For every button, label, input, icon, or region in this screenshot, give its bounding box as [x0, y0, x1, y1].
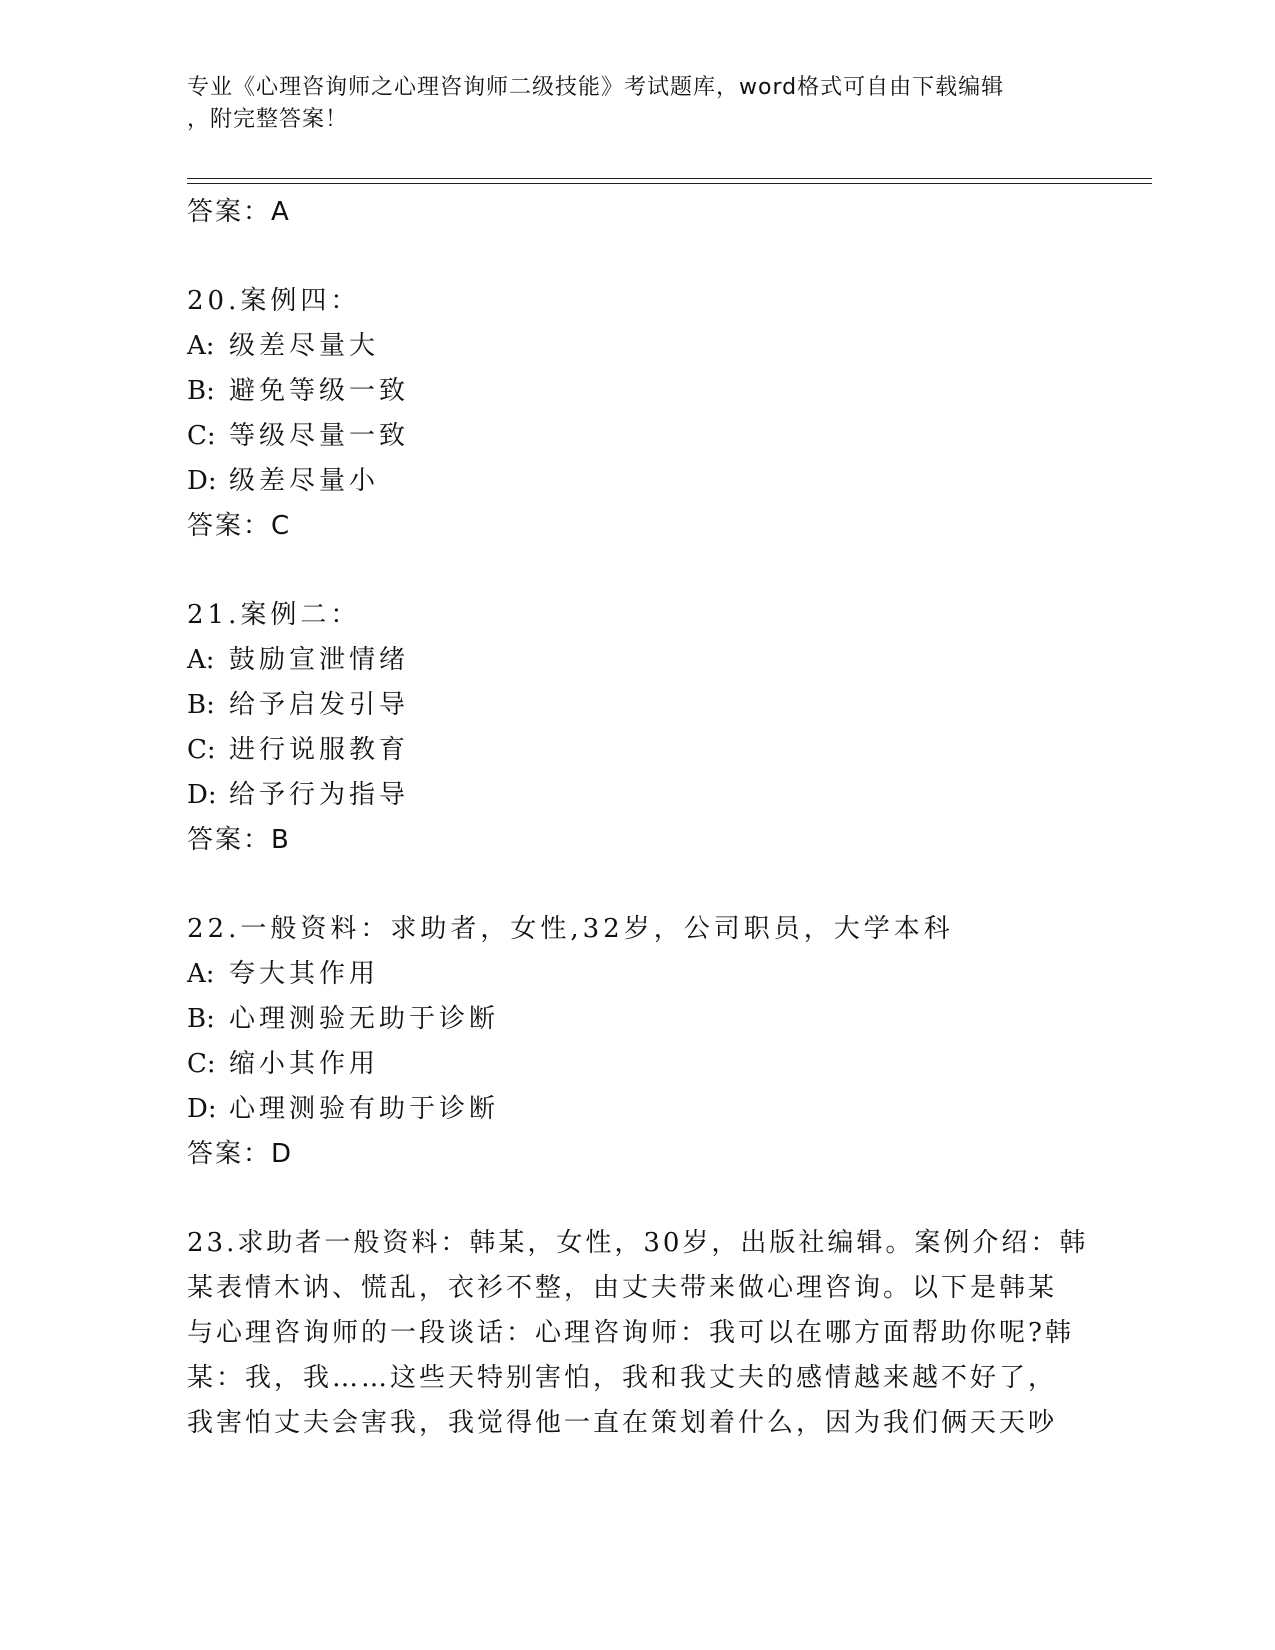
option-c — [187, 414, 1127, 459]
option-text: 级差尽量大 — [229, 331, 380, 361]
header-line-1: 专业《心理咨询师之心理咨询师二级技能》考试题库，word格式可自由下载编辑 — [187, 75, 1005, 100]
question-21 — [187, 593, 1127, 863]
question-23-line-4: 某：我，我……这些天特别害怕，我和我丈夫的感情越来越不好了， — [187, 1363, 1058, 1393]
option-c — [187, 728, 1127, 773]
question-title: 21.案例二： — [187, 600, 361, 630]
header-line-2: ，附完整答案！ — [187, 107, 349, 132]
answer-21: 答案：B — [187, 825, 291, 855]
option-b — [187, 997, 1127, 1042]
option-text: 给予行为指导 — [229, 780, 410, 810]
question-title: 20.案例四： — [187, 286, 361, 316]
option-label: C: — [187, 735, 216, 765]
option-label: A: — [187, 959, 215, 989]
option-label: C: — [187, 1049, 216, 1079]
header-rule-bottom — [187, 183, 1152, 184]
option-c — [187, 1042, 1127, 1087]
question-20 — [187, 279, 1127, 549]
option-text: 级差尽量小 — [229, 466, 380, 496]
option-d — [187, 1087, 1127, 1132]
answer-22: 答案：D — [187, 1139, 294, 1169]
spacer — [187, 235, 1127, 279]
option-label: B: — [187, 690, 215, 720]
option-b — [187, 369, 1127, 414]
answer-20: 答案：C — [187, 511, 292, 541]
document-body — [187, 190, 1127, 1446]
question-title: 22.一般资料：求助者，女性,32岁，公司职员，大学本科 — [187, 914, 954, 944]
spacer — [187, 1177, 1127, 1221]
option-label: C: — [187, 421, 216, 451]
document-header — [187, 72, 1087, 136]
option-text: 进行说服教育 — [229, 735, 410, 765]
option-text: 心理测验无助于诊断 — [229, 1004, 500, 1034]
option-text: 夸大其作用 — [229, 959, 380, 989]
option-label: A: — [187, 645, 215, 675]
question-23 — [187, 1221, 1127, 1446]
question-23-line-5: 我害怕丈夫会害我，我觉得他一直在策划着什么，因为我们俩天天吵 — [187, 1408, 1058, 1438]
option-label: D: — [187, 466, 217, 496]
question-23-line-3: 与心理咨询师的一段谈话：心理咨询师：我可以在哪方面帮助你呢?韩 — [187, 1318, 1074, 1348]
option-a — [187, 638, 1127, 683]
option-label: A: — [187, 331, 215, 361]
option-text: 鼓励宣泄情绪 — [229, 645, 410, 675]
option-d — [187, 773, 1127, 818]
option-text: 心理测验有助于诊断 — [229, 1094, 500, 1124]
option-label: D: — [187, 1094, 217, 1124]
option-label: B: — [187, 376, 215, 406]
spacer — [187, 549, 1127, 593]
answer-19: 答案：A — [187, 197, 291, 227]
spacer — [187, 863, 1127, 907]
question-23-line-1: 23.求助者一般资料：韩某，女性，30岁，出版社编辑。案例介绍：韩 — [187, 1228, 1089, 1258]
option-a — [187, 324, 1127, 369]
option-text: 给予启发引导 — [229, 690, 410, 720]
option-label: B: — [187, 1004, 215, 1034]
question-22 — [187, 907, 1127, 1177]
option-a — [187, 952, 1127, 997]
option-label: D: — [187, 780, 217, 810]
option-text: 避免等级一致 — [229, 376, 410, 406]
option-d — [187, 459, 1127, 504]
header-rule-top — [187, 178, 1152, 179]
option-text: 等级尽量一致 — [229, 421, 410, 451]
option-text: 缩小其作用 — [229, 1049, 380, 1079]
option-b — [187, 683, 1127, 728]
question-23-line-2: 某表情木讷、慌乱，衣衫不整，由丈夫带来做心理咨询。以下是韩某 — [187, 1273, 1058, 1303]
